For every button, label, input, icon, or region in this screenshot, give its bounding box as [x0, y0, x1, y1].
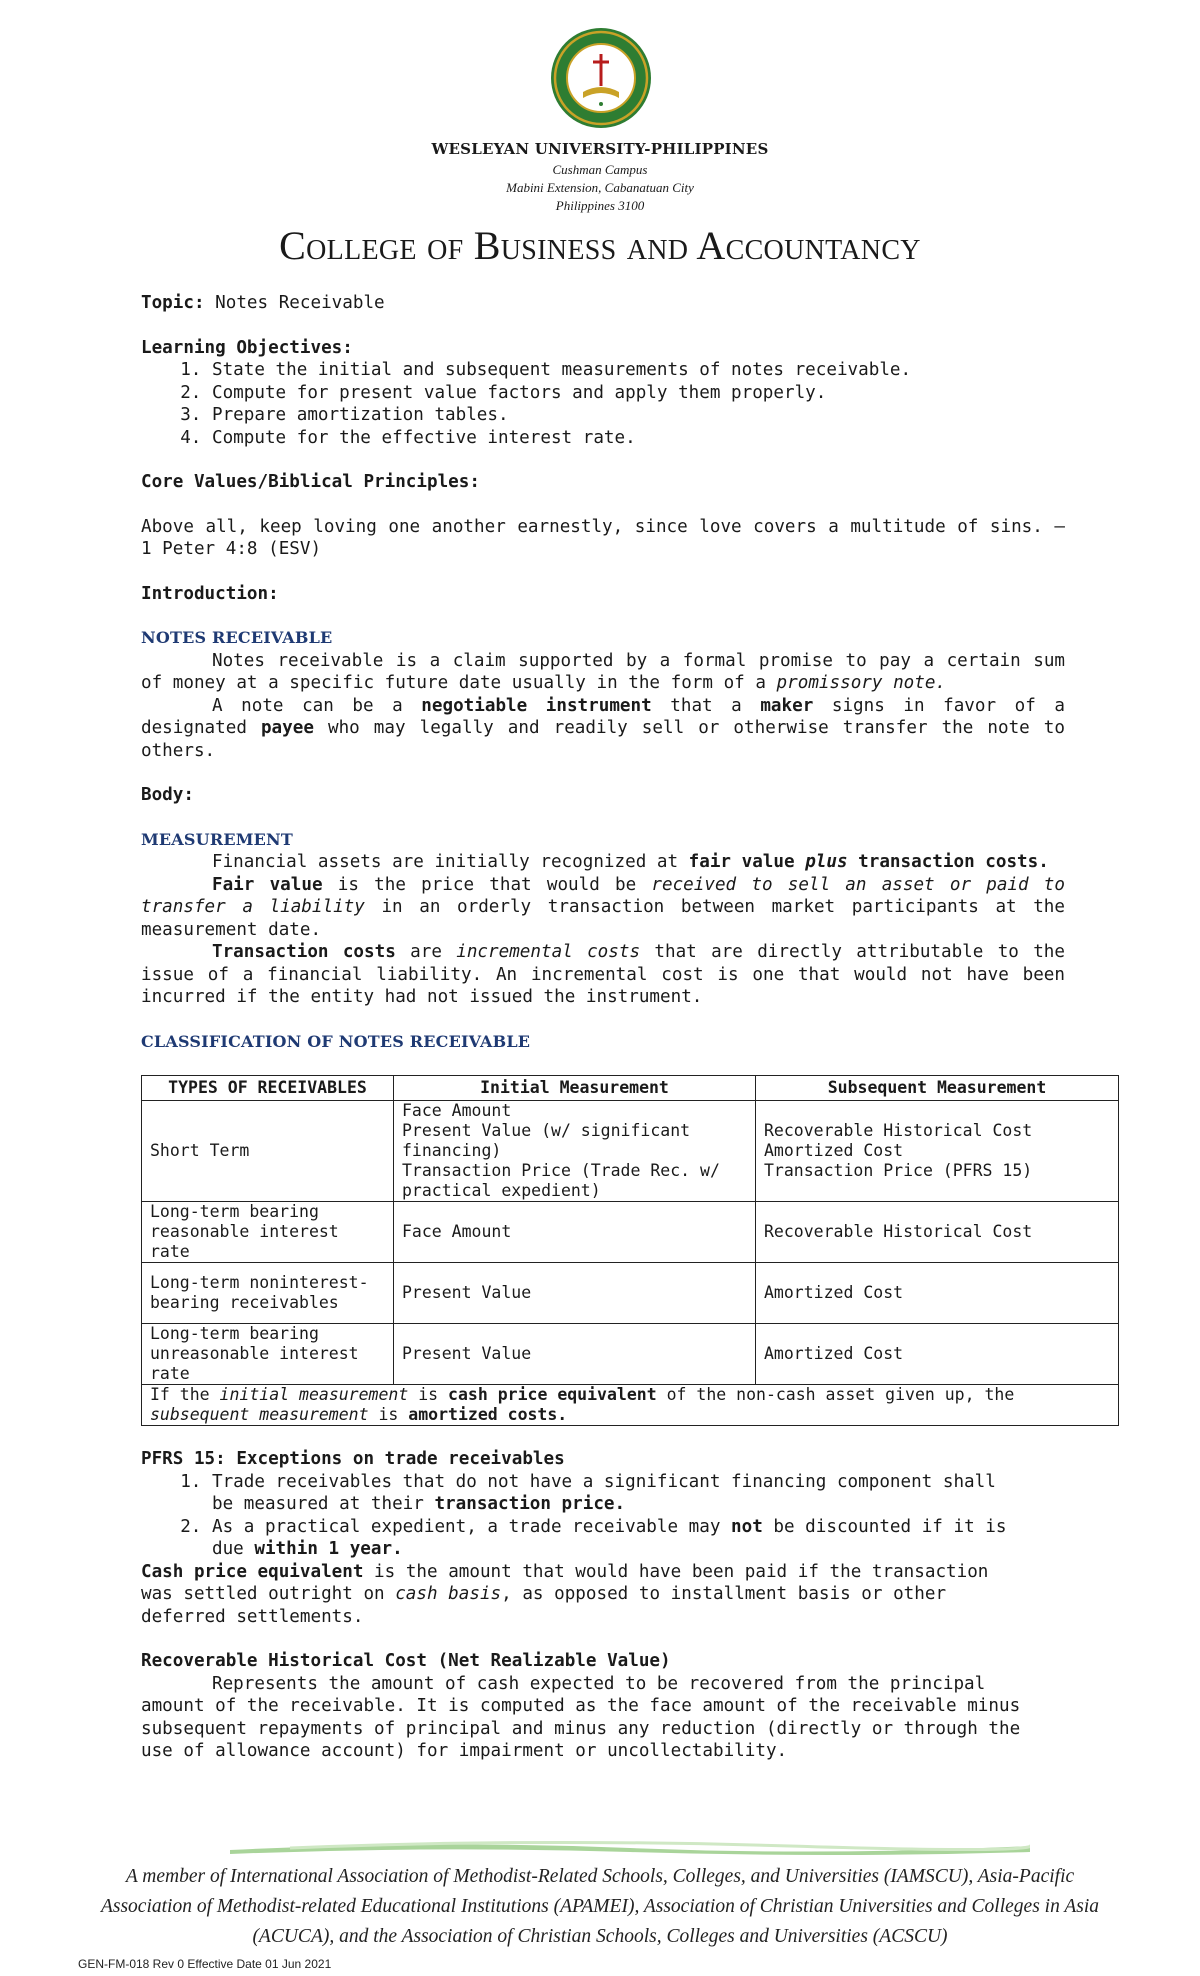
measurement-paragraph-2: Fair value is the price that would be received to sell an asset or paid to transfer a liability in an orderly transaction between market participants at the measurement date.	[141, 874, 1065, 940]
section-title-classification: CLASSIFICATION OF NOTES RECEIVABLE	[141, 1031, 531, 1051]
form-code: GEN-FM-018 Rev 0 Effective Date 01 Jun 2021	[78, 1957, 332, 1971]
lesson-content	[141, 292, 1065, 1763]
table-cell: Amortized Cost	[756, 1324, 1119, 1385]
campus-country: Philippines 3100	[555, 198, 645, 213]
campus-name: Cushman Campus	[552, 162, 648, 177]
table-row	[142, 1101, 1119, 1202]
topic-value: Notes Receivable	[215, 293, 385, 313]
topic-label: Topic:	[141, 293, 205, 313]
objectives-list	[141, 359, 1065, 449]
rhc-paragraph: Represents the amount of cash expected to be recovered from the principal amount of the receivable. It is computed as the face amount of the receivable minus subsequent repayments of principal and minus any reduction (directly or through the use of allowance account) for impairment or uncollectability.	[141, 1673, 1021, 1761]
table-cell: Recoverable Historical Cost	[756, 1202, 1119, 1263]
campus-address: Mabini Extension, Cabanatuan City	[506, 180, 694, 195]
list-item: 2. As a practical expedient, a trade receivable may not be discounted if it is due within 1 year.	[212, 1516, 1025, 1561]
section-title-measurement: MEASUREMENT	[141, 829, 293, 849]
table-header-row	[142, 1076, 1119, 1101]
table-cell: Present Value	[394, 1263, 756, 1324]
table-note-row	[142, 1385, 1119, 1426]
column-header: Subsequent Measurement	[756, 1076, 1119, 1101]
body-heading: Body:	[141, 785, 194, 805]
footer-wave-divider	[230, 1836, 1030, 1860]
table-cell: Amortized Cost	[756, 1263, 1119, 1324]
rhc-heading: Recoverable Historical Cost (Net Realizable Value)	[141, 1651, 671, 1671]
topic-line	[141, 292, 1065, 315]
section-title-notes-receivable: NOTES RECEIVABLE	[141, 628, 333, 647]
cash-price-equivalent-definition: Cash price equivalent is the amount that would have been paid if the transaction was settled outright on cash basis, as opposed to installment basis or other deferred settlements.	[141, 1561, 989, 1627]
university-seal-icon	[549, 26, 653, 130]
university-name: WESLEYAN UNIVERSITY-PHILIPPINES	[431, 140, 769, 158]
measurement-paragraph-3: Transaction costs are incremental costs that are directly attributable to the issue of a financial liability. An incremental cost is one that would not have been incurred if the entity had not issued the instrument.	[141, 942, 1065, 1007]
college-title: College of Business and Accountancy	[279, 223, 921, 268]
table-cell: Face Amount	[394, 1202, 756, 1263]
intro-paragraph-1: Notes receivable is a claim supported by a formal promise to pay a certain sum of money at a specific future date usually in the form of a promissory note.	[141, 650, 1065, 693]
table-cell: Long-term bearing reasonable interest rate	[142, 1202, 394, 1263]
table-cell: Long-term noninterest-bearing receivables	[142, 1263, 394, 1324]
bible-verse: Above all, keep loving one another earnestly, since love covers a multitude of sins. – 1 Peter 4:8 (ESV)	[141, 516, 1065, 559]
table-row	[142, 1324, 1119, 1385]
list-item: 4. Compute for the effective interest rate.	[212, 427, 1065, 450]
column-header: TYPES OF RECEIVABLES	[142, 1076, 394, 1101]
table-cell: Present Value	[394, 1324, 756, 1385]
table-row	[142, 1263, 1119, 1324]
membership-statement: A member of International Association of Methodist-Related Schools, Colleges, and Universities (IAMSCU), Asia-Pacific Association of Methodist-related Educational Institutions (APAMEI), Association of Christian Universities and Colleges in Asia (ACUCA), and the Association of Christian Schools, Colleges and Universities (ACSCU)	[100, 1866, 1100, 1947]
pfrs15-heading: PFRS 15: Exceptions on trade receivables	[141, 1449, 565, 1469]
table-row	[142, 1202, 1119, 1263]
table-cell: Long-term bearing unreasonable interest rate	[142, 1324, 394, 1385]
intro-paragraph-2: A note can be a negotiable instrument that a maker signs in favor of a designated payee who may legally and readily sell or otherwise transfer the note to others.	[141, 695, 1065, 761]
table-cell: Recoverable Historical Cost Amortized Cost Transaction Price (PFRS 15)	[756, 1101, 1119, 1202]
pfrs15-list	[141, 1471, 1065, 1561]
measurement-paragraph-1: Financial assets are initially recognized at fair value plus transaction costs.	[212, 852, 1049, 872]
classification-table	[141, 1075, 1119, 1426]
list-item: 1. State the initial and subsequent measurements of notes receivable.	[212, 359, 1065, 382]
column-header: Initial Measurement	[394, 1076, 756, 1101]
core-values-heading: Core Values/Biblical Principles:	[141, 472, 480, 492]
list-item: 1. Trade receivables that do not have a significant financing component shall be measured at their transaction price.	[212, 1471, 1025, 1516]
introduction-heading: Introduction:	[141, 583, 279, 604]
table-cell: Face Amount Present Value (w/ significant financing) Transaction Price (Trade Rec. w/ practical expedient)	[394, 1101, 756, 1202]
table-cell: Short Term	[142, 1101, 394, 1202]
list-item: 2. Compute for present value factors and apply them properly.	[212, 382, 1065, 405]
table-note: If the initial measurement is cash price equivalent of the non-cash asset given up, the subsequent measurement is amortized costs.	[142, 1385, 1119, 1426]
list-item: 3. Prepare amortization tables.	[212, 404, 1065, 427]
objectives-heading: Learning Objectives:	[141, 337, 353, 358]
